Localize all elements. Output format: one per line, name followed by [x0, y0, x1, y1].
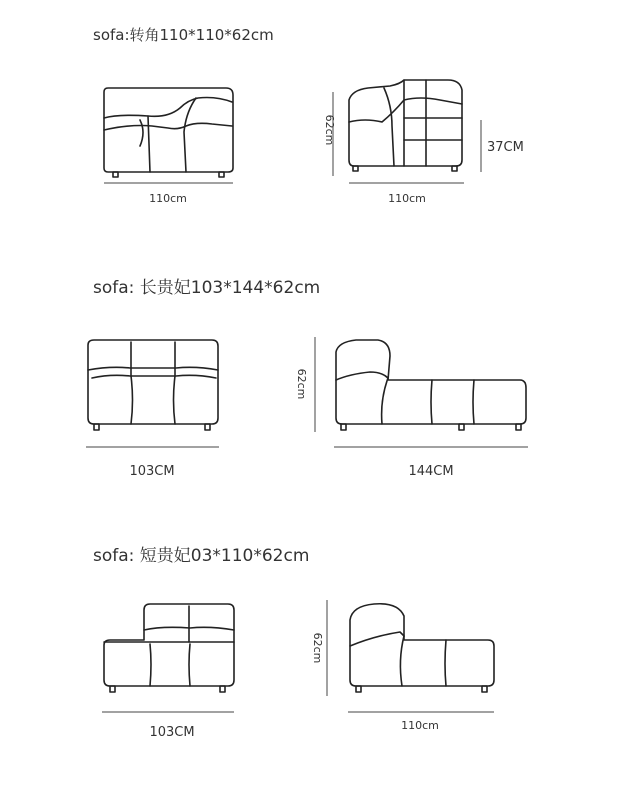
- corner-sofa-front-drawing: [104, 88, 233, 177]
- section-3-title: sofa: 短贵妃03*110*62cm: [93, 546, 310, 566]
- short-chaise-front-drawing: [104, 604, 234, 692]
- long-side-width-label: 144CM: [408, 464, 454, 479]
- corner-sofa-side-drawing: [349, 80, 462, 171]
- section-1-title: sofa:转角110*110*62cm: [93, 26, 274, 44]
- long-chaise-side-drawing: [336, 340, 526, 430]
- corner-front-width-label: 110cm: [149, 192, 187, 205]
- short-side-width-label: 110cm: [401, 719, 439, 732]
- long-chaise-front-drawing: [88, 340, 218, 430]
- short-front-width-label: 103CM: [149, 725, 195, 740]
- short-height-label: 62cm: [311, 632, 324, 664]
- corner-seat-height-label: 37CM: [487, 140, 524, 155]
- corner-height-label: 62cm: [323, 114, 336, 146]
- section-2-title: sofa: 长贵妃103*144*62cm: [93, 278, 321, 298]
- short-chaise-side-drawing: [350, 604, 494, 692]
- long-front-width-label: 103CM: [129, 464, 175, 479]
- corner-side-width-label: 110cm: [388, 192, 426, 205]
- long-height-label: 62cm: [295, 368, 308, 400]
